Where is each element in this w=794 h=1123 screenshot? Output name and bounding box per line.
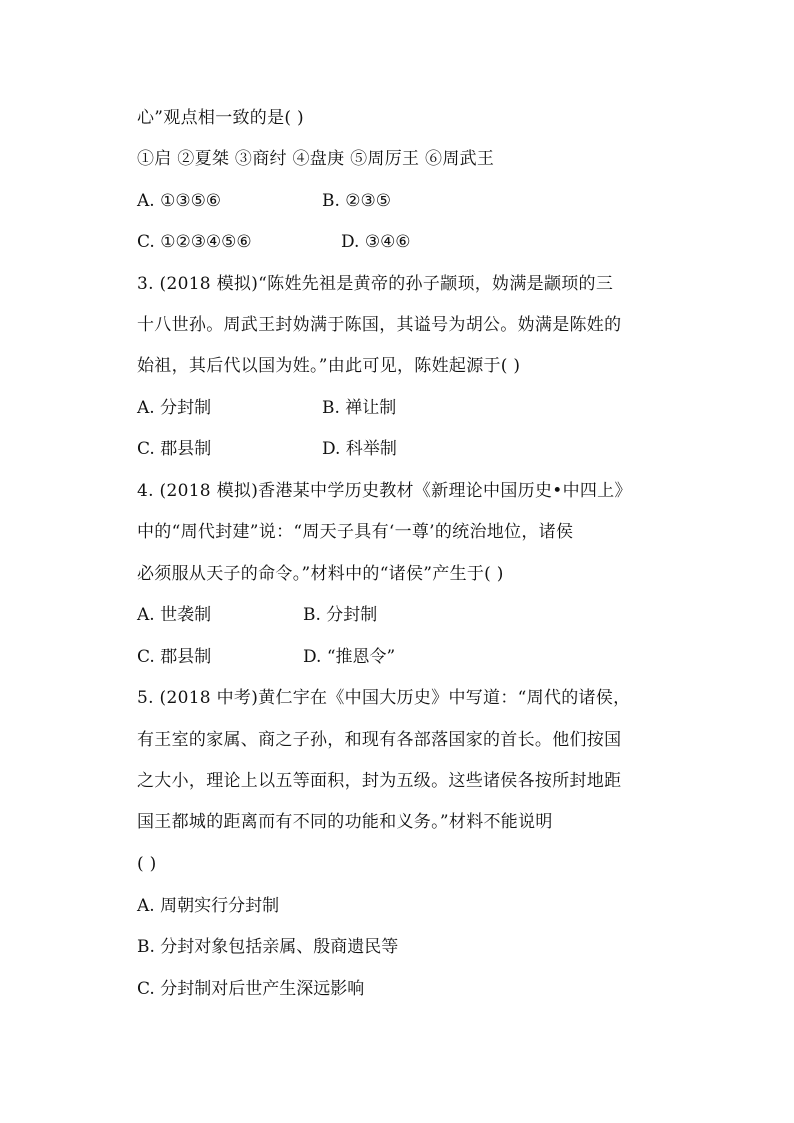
option-c: C. ①②③④⑤⑥ <box>137 232 252 252</box>
option-d: D. ③④⑥ <box>341 232 411 252</box>
question-text-line: 心”观点相一致的是( ) <box>137 108 304 128</box>
question-5-line-3: 之大小，理论上以五等面积，封为五级。这些诸侯各按所封地距 <box>137 771 622 791</box>
question-5-option-c: C. 分封制对后世产生深远影响 <box>137 979 365 999</box>
question-5-line-1: 5. (2018 中考)黄仁宇在《中国大历史》中写道：“周代的诸侯， <box>137 688 631 708</box>
question-4-line-1: 4. (2018 模拟)香港某中学历史教材《新理论中国历史•中四上》 <box>137 481 632 501</box>
question-4-line-2: 中的“周代封建”说：“周天子具有‘一尊’的统治地位，诸侯 <box>137 522 574 542</box>
question-3-option-b: B. 禅让制 <box>322 398 397 418</box>
question-5-line-2: 有王室的家属、商之子孙，和现有各部落国家的首长。他们按国 <box>137 730 622 750</box>
question-3-line-1: 3. (2018 模拟)“陈姓先祖是黄帝的孙子颛顼，妫满是颛顼的三 <box>137 274 614 294</box>
question-5-option-a: A. 周朝实行分封制 <box>137 896 280 916</box>
question-3-line-3: 始祖，其后代以国为姓。”由此可见，陈姓起源于( ) <box>137 356 521 376</box>
question-3-line-2: 十八世孙。周武王封妫满于陈国，其谥号为胡公。妫满是陈姓的 <box>137 315 622 335</box>
question-items: ①启 ②夏桀 ③商纣 ④盘庚 ⑤周厉王 ⑥周武王 <box>137 149 495 169</box>
question-3-option-a: A. 分封制 <box>137 398 212 418</box>
question-5-line-4: 国王都城的距离而有不同的功能和义务。”材料不能说明 <box>137 812 553 832</box>
question-4-option-d: D. “推恩令” <box>303 647 396 667</box>
question-5-answer-blank: ( ) <box>137 854 157 874</box>
question-3-option-d: D. 科举制 <box>322 439 397 459</box>
option-b: B. ②③⑤ <box>322 191 392 211</box>
question-3-option-c: C. 郡县制 <box>137 439 212 459</box>
question-4-option-c: C. 郡县制 <box>137 647 212 667</box>
question-4-option-a: A. 世袭制 <box>137 605 212 625</box>
question-4-option-b: B. 分封制 <box>303 605 378 625</box>
question-5-option-b: B. 分封对象包括亲属、殷商遗民等 <box>137 937 399 957</box>
option-a: A. ①③⑤⑥ <box>137 191 222 211</box>
question-4-line-3: 必须服从天子的命令。”材料中的“诸侯”产生于( ) <box>137 564 504 584</box>
